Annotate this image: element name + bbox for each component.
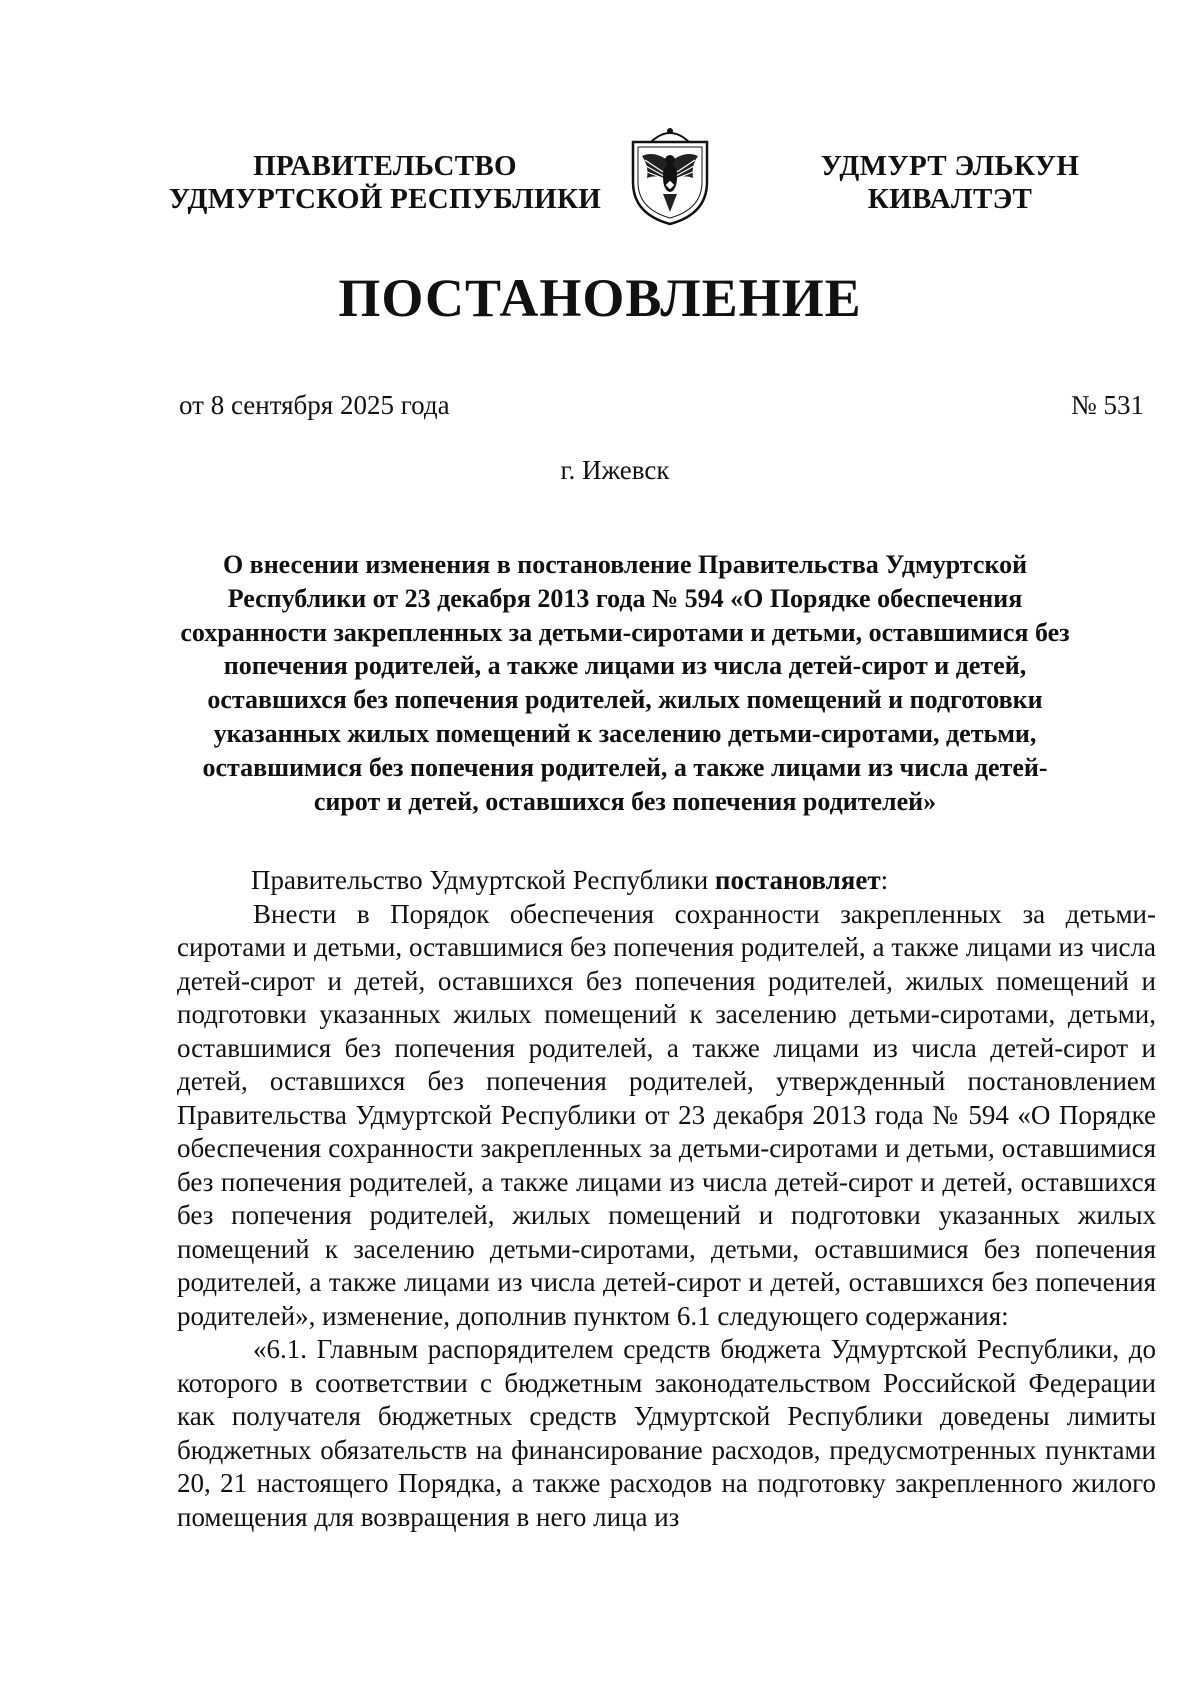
org-name-russian: ПРАВИТЕЛЬСТВО УДМУРТСКОЙ РЕСПУБЛИКИ (168, 150, 602, 215)
document-number: № 531 (1070, 390, 1144, 420)
document-body (177, 864, 1156, 1534)
body-paragraph-1: Внести в Порядок обеспечения сохранности закрепленных за детьми-сиротами и детьми, оставшимися без попечения родителей, а также лицами из числа детей-сирот и детей, оставшихся без попечения родителей, жилых помещений и подготовки указанных жилых помещений к заселению детьми-сиротами, детьми, оставшимися без попечения родителей, а также лицами из числа детей-сирот и детей, оставшихся без попечения родителей, утвержденный постановлением Правительства Удмуртской Республики от 23 декабря 2013 года № 594 «О Порядке обеспечения сохранности закрепленных за детьми-сиротами и детьми, оставшимися без попечения родителей, а также лицами из числа детей-сирот и детей, оставшихся без попечения родителей, жилых помещений и подготовки указанных жилых помещений к заселению детьми-сиротами, детьми, оставшимися без попечения родителей, а также лицами из числа детей-сирот и детей, оставшихся без попечения родителей», изменение, дополнив пунктом 6.1 следующего содержания: (177, 898, 1156, 1331)
document-title: О внесении изменения в постановление Правительства Удмуртской Республики от 23 декабря 2013 года № 594 «О Порядке обеспечения сохранности закрепленных за детьми-сиротами и детьми, оставшимися без попечения родителей, а также лицами из числа детей-сирот и детей, оставшихся без попечения родителей, жилых помещений и подготовки указанных жилых помещений к заселению детьми-сиротами, детьми, оставшимися без попечения родителей, а также лицами из числа детей-сирот и детей, оставшихся без попечения родителей» (180, 550, 1070, 816)
udmurtia-coat-of-arms-icon (627, 122, 713, 226)
document-city: г. Ижевск (560, 455, 670, 485)
intro-text: Правительство Удмуртской Республики (251, 865, 715, 895)
document-type-heading: ПОСТАНОВЛЕНИЕ (338, 268, 862, 328)
intro-paragraph (177, 864, 1156, 898)
body-paragraph-2: «6.1. Главным распорядителем средств бюджета Удмуртской Республики, до которого в соответствии с бюджетным законодательством Российской Федерации как получателя бюджетных средств Удмуртской Республики доведены лимиты бюджетных обязательств на финансирование расходов, предусмотренных пунктами 20, 21 настоящего Порядка, а также расходов на подготовку закрепленного жилого помещения для возвращения в него лица из (177, 1334, 1156, 1532)
intro-bold-verb: постановляет (714, 865, 881, 895)
org-name-udmurt: УДМУРТ ЭЛЬКУН КИВАЛТЭТ (820, 150, 1080, 215)
document-date: от 8 сентября 2025 года (179, 390, 450, 420)
intro-colon: : (880, 865, 889, 895)
